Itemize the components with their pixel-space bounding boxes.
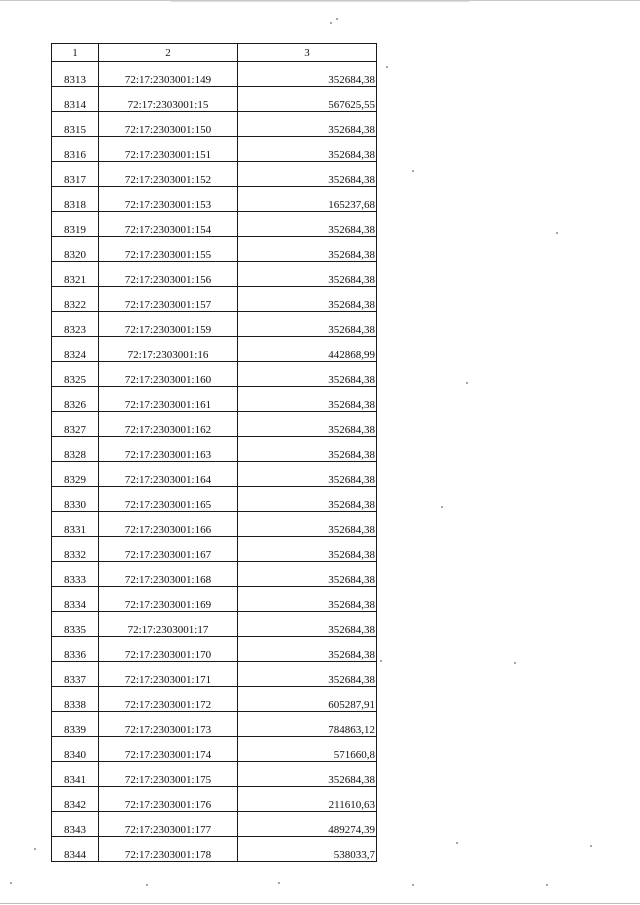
table-row <box>52 837 377 862</box>
row-number: 8333 <box>52 562 99 587</box>
scan-speck <box>146 884 148 886</box>
cadastral-value: 352684,38 <box>238 562 377 587</box>
table-row <box>52 437 377 462</box>
cadastral-value: 571660,8 <box>238 737 377 762</box>
scan-speck <box>330 22 332 24</box>
cadastral-value: 352684,38 <box>238 412 377 437</box>
cadastral-value: 352684,38 <box>238 762 377 787</box>
cadastral-number: 72:17:2303001:173 <box>99 712 238 737</box>
cadastral-number: 72:17:2303001:164 <box>99 462 238 487</box>
scan-speck <box>556 232 558 234</box>
row-number: 8337 <box>52 662 99 687</box>
table-row <box>52 787 377 812</box>
row-number: 8321 <box>52 262 99 287</box>
cadastral-value: 489274,39 <box>238 812 377 837</box>
cadastral-number: 72:17:2303001:161 <box>99 387 238 412</box>
cadastral-value: 352684,38 <box>238 162 377 187</box>
cadastral-value: 165237,68 <box>238 187 377 212</box>
scan-speck <box>412 884 414 886</box>
cadastral-number: 72:17:2303001:171 <box>99 662 238 687</box>
row-number: 8342 <box>52 787 99 812</box>
scan-speck <box>514 662 516 664</box>
cadastral-value: 567625,55 <box>238 87 377 112</box>
row-number: 8344 <box>52 837 99 862</box>
cadastral-number: 72:17:2303001:155 <box>99 237 238 262</box>
row-number: 8323 <box>52 312 99 337</box>
cadastral-number: 72:17:2303001:176 <box>99 787 238 812</box>
column-header: 2 <box>99 44 238 62</box>
cadastral-number: 72:17:2303001:166 <box>99 512 238 537</box>
scan-speck <box>278 882 280 884</box>
cadastral-value: 352684,38 <box>238 312 377 337</box>
cadastral-number: 72:17:2303001:160 <box>99 362 238 387</box>
row-number: 8327 <box>52 412 99 437</box>
table-row <box>52 762 377 787</box>
table-row <box>52 287 377 312</box>
row-number: 8314 <box>52 87 99 112</box>
row-number: 8341 <box>52 762 99 787</box>
header-row <box>52 44 377 62</box>
row-number: 8343 <box>52 812 99 837</box>
cadastral-value: 442868,99 <box>238 337 377 362</box>
row-number: 8316 <box>52 137 99 162</box>
cadastral-number: 72:17:2303001:175 <box>99 762 238 787</box>
cadastral-number: 72:17:2303001:167 <box>99 537 238 562</box>
cadastral-number: 72:17:2303001:153 <box>99 187 238 212</box>
cadastral-value: 352684,38 <box>238 262 377 287</box>
cadastral-number: 72:17:2303001:174 <box>99 737 238 762</box>
cadastral-number: 72:17:2303001:172 <box>99 687 238 712</box>
table-row <box>52 487 377 512</box>
table-row <box>52 687 377 712</box>
cadastral-number: 72:17:2303001:159 <box>99 312 238 337</box>
row-number: 8329 <box>52 462 99 487</box>
cadastral-number: 72:17:2303001:16 <box>99 337 238 362</box>
scan-speck <box>336 18 338 20</box>
cadastral-value: 211610,63 <box>238 787 377 812</box>
cadastral-value: 352684,38 <box>238 362 377 387</box>
table-row <box>52 512 377 537</box>
cadastral-number: 72:17:2303001:149 <box>99 62 238 87</box>
table-row <box>52 87 377 112</box>
scan-speck <box>466 382 468 384</box>
table-row <box>52 187 377 212</box>
cadastral-number: 72:17:2303001:165 <box>99 487 238 512</box>
table-row <box>52 137 377 162</box>
cadastral-number: 72:17:2303001:154 <box>99 212 238 237</box>
table-row <box>52 312 377 337</box>
cadastral-value: 352684,38 <box>238 512 377 537</box>
cadastral-value: 352684,38 <box>238 537 377 562</box>
scan-speck <box>386 66 388 68</box>
row-number: 8338 <box>52 687 99 712</box>
cadastral-number: 72:17:2303001:150 <box>99 112 238 137</box>
cadastral-value-table <box>51 43 377 862</box>
row-number: 8317 <box>52 162 99 187</box>
cadastral-number: 72:17:2303001:151 <box>99 137 238 162</box>
cadastral-value: 352684,38 <box>238 137 377 162</box>
table-row <box>52 262 377 287</box>
scan-speck <box>441 506 443 508</box>
cadastral-value: 352684,38 <box>238 462 377 487</box>
row-number: 8320 <box>52 237 99 262</box>
table-row <box>52 212 377 237</box>
scan-speck <box>34 848 36 850</box>
table-row <box>52 637 377 662</box>
cadastral-number: 72:17:2303001:169 <box>99 587 238 612</box>
table-row <box>52 237 377 262</box>
row-number: 8324 <box>52 337 99 362</box>
scan-speck <box>10 882 12 884</box>
row-number: 8340 <box>52 737 99 762</box>
cadastral-number: 72:17:2303001:157 <box>99 287 238 312</box>
cadastral-number: 72:17:2303001:17 <box>99 612 238 637</box>
table-row <box>52 662 377 687</box>
row-number: 8339 <box>52 712 99 737</box>
table-row <box>52 162 377 187</box>
scan-speck <box>380 660 382 662</box>
row-number: 8318 <box>52 187 99 212</box>
cadastral-value: 352684,38 <box>238 487 377 512</box>
row-number: 8332 <box>52 537 99 562</box>
table-row <box>52 462 377 487</box>
cadastral-value: 352684,38 <box>238 587 377 612</box>
cadastral-value: 352684,38 <box>238 237 377 262</box>
cadastral-value: 352684,38 <box>238 62 377 87</box>
table-row <box>52 737 377 762</box>
table-row <box>52 712 377 737</box>
scan-speck <box>456 842 458 844</box>
cadastral-value: 352684,38 <box>238 387 377 412</box>
cadastral-value: 605287,91 <box>238 687 377 712</box>
row-number: 8313 <box>52 62 99 87</box>
row-number: 8331 <box>52 512 99 537</box>
cadastral-value: 538033,7 <box>238 837 377 862</box>
cadastral-value: 352684,38 <box>238 212 377 237</box>
column-header: 3 <box>238 44 377 62</box>
scan-speck <box>546 884 548 886</box>
table-row <box>52 62 377 87</box>
table-row <box>52 112 377 137</box>
row-number: 8334 <box>52 587 99 612</box>
scan-speck <box>590 845 592 847</box>
scan-edge-bottom <box>0 903 640 904</box>
table-row <box>52 812 377 837</box>
scan-edge-top-inner <box>170 1 470 2</box>
cadastral-number: 72:17:2303001:152 <box>99 162 238 187</box>
table-row <box>52 387 377 412</box>
table-row <box>52 537 377 562</box>
cadastral-number: 72:17:2303001:162 <box>99 412 238 437</box>
row-number: 8328 <box>52 437 99 462</box>
table-row <box>52 412 377 437</box>
row-number: 8322 <box>52 287 99 312</box>
cadastral-value: 352684,38 <box>238 612 377 637</box>
table-row <box>52 612 377 637</box>
table-row <box>52 562 377 587</box>
cadastral-number: 72:17:2303001:163 <box>99 437 238 462</box>
row-number: 8326 <box>52 387 99 412</box>
row-number: 8319 <box>52 212 99 237</box>
row-number: 8336 <box>52 637 99 662</box>
cadastral-number: 72:17:2303001:170 <box>99 637 238 662</box>
row-number: 8325 <box>52 362 99 387</box>
row-number: 8330 <box>52 487 99 512</box>
cadastral-number: 72:17:2303001:177 <box>99 812 238 837</box>
row-number: 8335 <box>52 612 99 637</box>
cadastral-value: 352684,38 <box>238 662 377 687</box>
scan-speck <box>412 170 414 172</box>
cadastral-number: 72:17:2303001:156 <box>99 262 238 287</box>
column-header: 1 <box>52 44 99 62</box>
row-number: 8315 <box>52 112 99 137</box>
cadastral-number: 72:17:2303001:15 <box>99 87 238 112</box>
cadastral-value: 352684,38 <box>238 287 377 312</box>
cadastral-value: 352684,38 <box>238 112 377 137</box>
cadastral-number: 72:17:2303001:178 <box>99 837 238 862</box>
cadastral-number: 72:17:2303001:168 <box>99 562 238 587</box>
table-row <box>52 362 377 387</box>
table-row <box>52 587 377 612</box>
cadastral-value: 352684,38 <box>238 637 377 662</box>
cadastral-value: 784863,12 <box>238 712 377 737</box>
table-row <box>52 337 377 362</box>
cadastral-value: 352684,38 <box>238 437 377 462</box>
